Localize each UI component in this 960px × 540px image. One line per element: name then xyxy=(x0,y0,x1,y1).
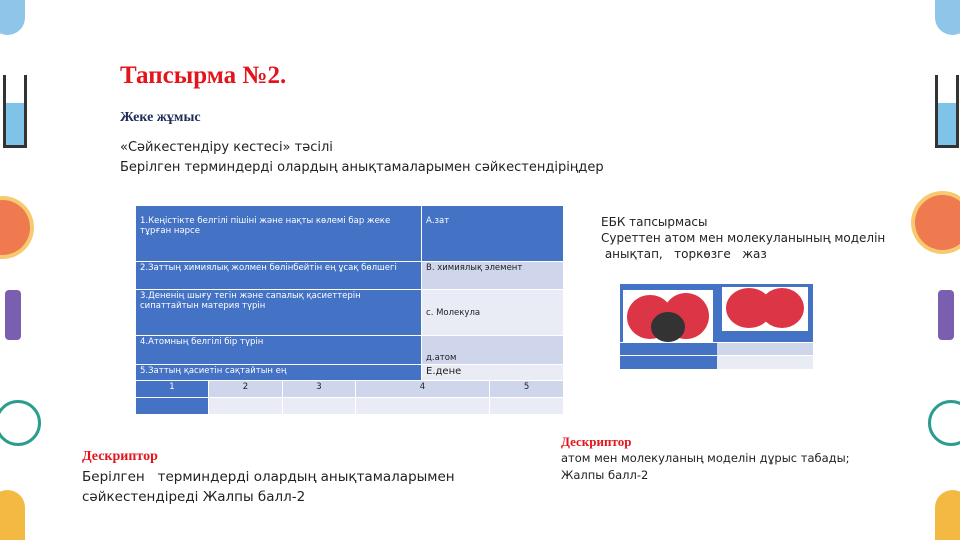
atom-circle xyxy=(760,288,804,328)
answer-cell: д.атом xyxy=(422,336,564,365)
planet-icon xyxy=(915,195,960,250)
flask-icon xyxy=(935,0,960,35)
number-cell: 5 xyxy=(490,381,564,398)
answer-input-cell[interactable] xyxy=(209,398,283,415)
number-cell: 2 xyxy=(209,381,283,398)
answer-input-cell[interactable] xyxy=(283,398,356,415)
ebk-title: ЕБК тапсырмасы xyxy=(601,215,708,229)
test-tube-icon xyxy=(3,75,27,148)
answer-input-cell[interactable] xyxy=(490,398,564,415)
descriptor-text: Берілген терминдерді олардың анықтамаларымен xyxy=(82,469,455,485)
answer-cell: Е.дене xyxy=(422,365,564,381)
atom-icon xyxy=(928,400,960,446)
ebk-line: анықтап, торкөзге жаз xyxy=(601,247,767,261)
descriptor-heading: Дескриптор xyxy=(82,449,158,464)
planet-icon xyxy=(0,200,30,255)
ebk-line: Суреттен атом мен молекуланының моделін xyxy=(601,231,886,245)
answer-cell: В. химиялық элемент xyxy=(422,262,564,290)
matching-table xyxy=(135,205,564,415)
atom-icon xyxy=(0,400,41,446)
flask-icon xyxy=(0,490,25,540)
subtitle: Жеке жұмыс xyxy=(120,110,201,125)
microscope-icon xyxy=(5,290,21,340)
term-cell: 1.Кеңістікте белгілі пішіні және нақты көлемі бар жеке тұрған нәрсе xyxy=(136,206,422,262)
instruction-text: Берілген терминдерді олардың анықтамаларымен сәйкестендіріңдер xyxy=(120,160,604,175)
page-title: Тапсырма №2. xyxy=(120,62,287,89)
descriptor-text: сәйкестендіреді Жалпы балл-2 xyxy=(82,489,306,505)
descriptor-heading: Дескриптор xyxy=(561,434,632,449)
descriptor-left xyxy=(82,447,455,507)
number-cell: 3 xyxy=(283,381,356,398)
method-text: «Сәйкестендіру кестесі» тәсілі xyxy=(120,140,333,155)
term-cell: 5.Заттың қасиетін сақтайтын ең xyxy=(136,365,422,381)
microscope-icon xyxy=(938,290,954,340)
atom-circle xyxy=(651,312,685,342)
answer-input-cell[interactable] xyxy=(356,398,490,415)
term-cell: 4.Атомның белгілі бір түрін xyxy=(136,336,422,365)
number-cell: 4 xyxy=(356,381,490,398)
test-tube-icon xyxy=(935,75,959,148)
descriptor-text: Жалпы балл-2 xyxy=(561,468,649,482)
molecule-models xyxy=(620,284,813,370)
answer-input-cell[interactable] xyxy=(136,398,209,415)
ebk-task xyxy=(601,214,885,262)
flask-icon xyxy=(935,490,960,540)
term-cell: 3.Дененің шығу тегін және сапалық қасиеттерін сипаттайтын материя түрін xyxy=(136,290,422,336)
term-cell: 2.Заттың химиялық жолмен бөлінбейтін ең ұсақ бөлшегі xyxy=(136,262,422,290)
number-cell: 1 xyxy=(136,381,209,398)
flask-icon xyxy=(0,0,25,35)
answer-cell: А.зат xyxy=(422,206,564,262)
descriptor-text: атом мен молекуланың моделін дұрыс табады; xyxy=(561,451,850,465)
answer-cell: с. Молекула xyxy=(422,290,564,336)
descriptor-right xyxy=(561,433,850,484)
